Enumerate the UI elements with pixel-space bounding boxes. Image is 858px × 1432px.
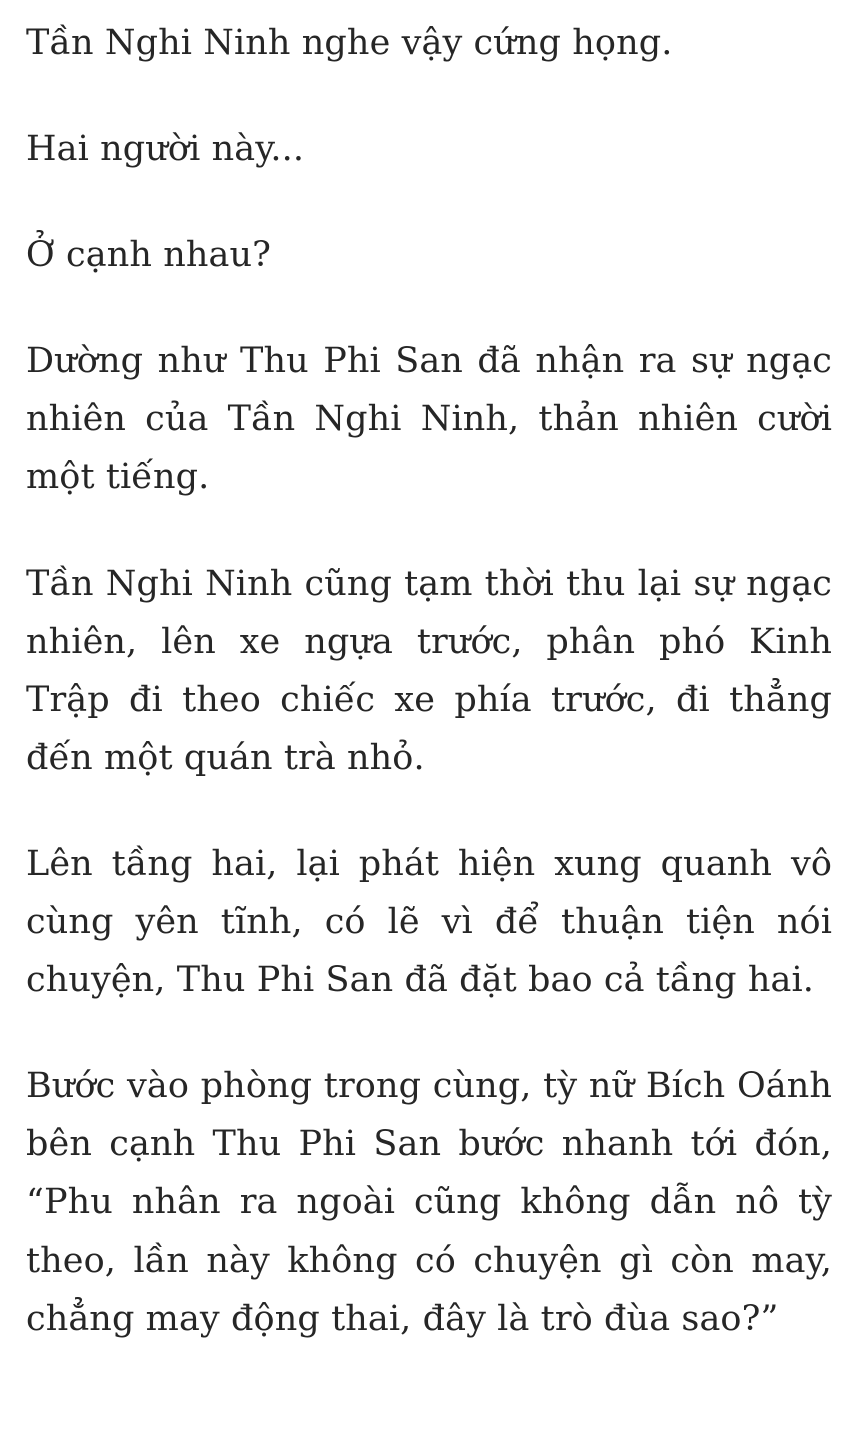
paragraph: Lên tầng hai, lại phát hiện xung quanh vô cùng yên tĩnh, có lẽ vì để thuận tiện nói chuyện, Thu Phi San đã đặt bao cả tầng hai.: [26, 843, 832, 1001]
paragraph: Ở cạnh nhau?: [26, 235, 271, 276]
paragraph: Tần Nghi Ninh cũng tạm thời thu lại sự ngạc nhiên, lên xe ngựa trước, phân phó Kinh Trập đi theo chiếc xe phía trước, đi thẳng đến một quán trà nhỏ.: [26, 563, 832, 778]
paragraph: Bước vào phòng trong cùng, tỳ nữ Bích Oánh bên cạnh Thu Phi San bước nhanh tới đón, “Phu nhân ra ngoài cũng không dẫn nô tỳ theo, lần này không có chuyện gì còn may, chẳng may động thai, đây là trò đùa sao?”: [26, 1066, 832, 1339]
paragraph: Dường như Thu Phi San đã nhận ra sự ngạc nhiên của Tần Nghi Ninh, thản nhiên cười một tiếng.: [26, 341, 832, 498]
paragraph: Tần Nghi Ninh nghe vậy cứng họng.: [26, 23, 673, 63]
paragraph: Hai người này...: [26, 129, 305, 170]
